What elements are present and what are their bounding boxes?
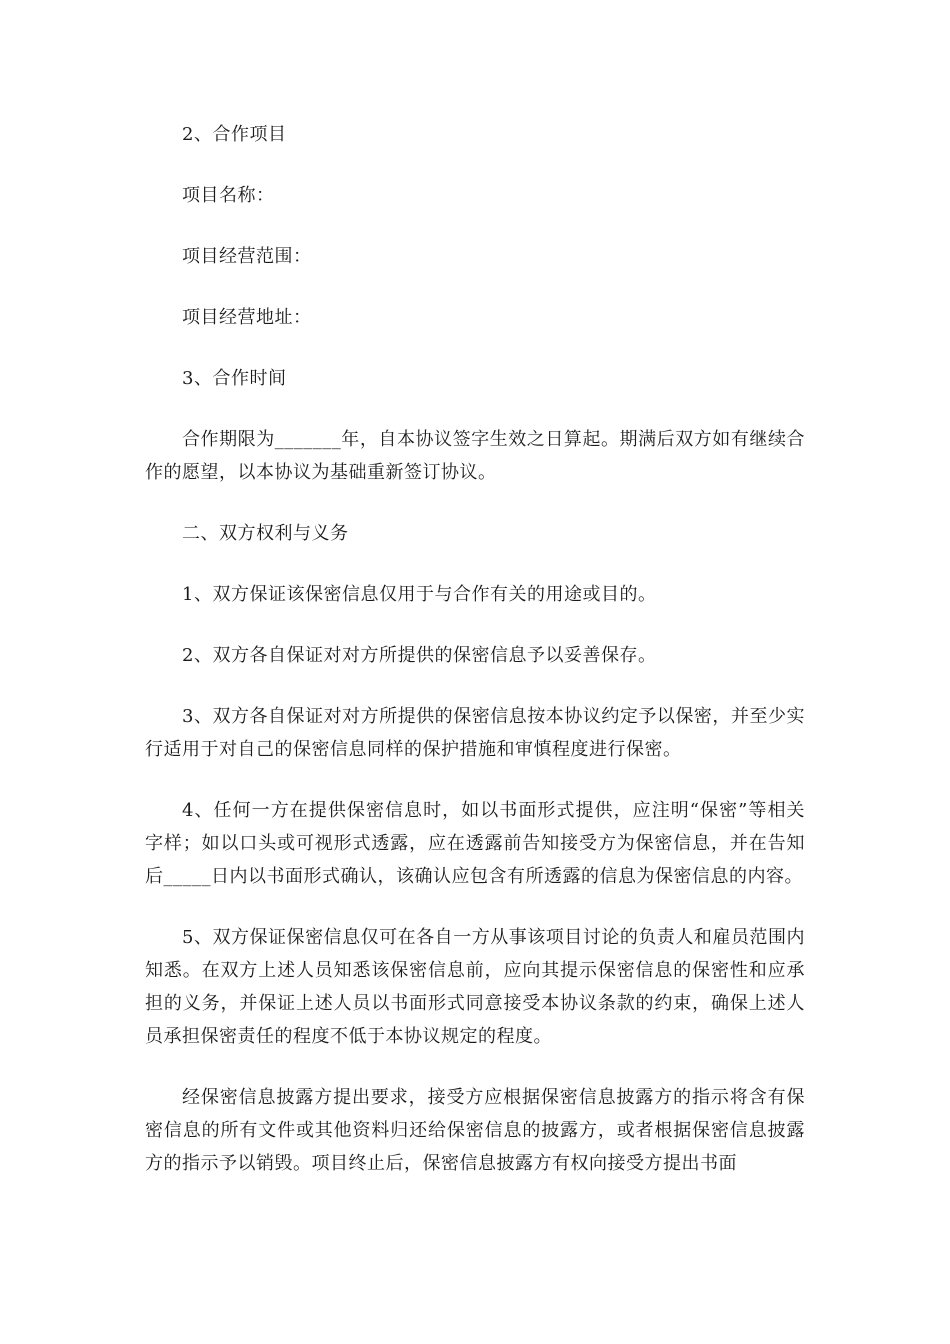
- field-project-scope: 项目经营范围：: [182, 246, 312, 267]
- clause-3: 3、双方各自保证对对方所提供的保密信息按本协议约定予以保密，并至少实行适用于对自己的保密信息同样的保护措施和审慎程度进行保密。: [145, 706, 805, 760]
- clause-5: 5、双方保证保密信息仅可在各自一方从事该项目讨论的负责人和雇员范围内知悉。在双方上述人员知悉该保密信息前，应向其提示保密信息的保密性和应承担的义务，并保证上述人员以书面形式同意接受本协议条款的约束，确保上述人员承担保密责任的程度不低于本协议规定的程度。: [145, 927, 805, 1047]
- document-body: [145, 118, 805, 1208]
- field-project-name: 项目名称：: [182, 185, 275, 206]
- section-heading-cooperation-project: 2、合作项目: [182, 124, 287, 145]
- clause-1: 1、双方保证该保密信息仅用于与合作有关的用途或目的。: [182, 584, 657, 605]
- section-heading-rights-obligations: 二、双方权利与义务: [182, 523, 349, 544]
- clause-2: 2、双方各自保证对对方所提供的保密信息予以妥善保存。: [182, 645, 657, 666]
- field-project-address: 项目经营地址：: [182, 307, 312, 328]
- paragraph-return-materials: 经保密信息披露方提出要求，接受方应根据保密信息披露方的指示将含有保密信息的所有文件或其他资料归还给保密信息的披露方，或者根据保密信息披露方的指示予以销毁。项目终止后，保密信息披露方有权向接受方提出书面: [145, 1087, 805, 1174]
- paragraph-cooperation-term: 合作期限为_______年，自本协议签字生效之日算起。期满后双方如有继续合作的愿望，以本协议为基础重新签订协议。: [145, 429, 805, 483]
- section-heading-cooperation-period: 3、合作时间: [182, 368, 287, 389]
- clause-4: 4、任何一方在提供保密信息时，如以书面形式提供，应注明“保密”等相关字样；如以口头或可视形式透露，应在透露前告知接受方为保密信息，并在告知后_____日内以书面形式确认，该确认应包含有所透露的信息为保密信息的内容。: [145, 800, 805, 887]
